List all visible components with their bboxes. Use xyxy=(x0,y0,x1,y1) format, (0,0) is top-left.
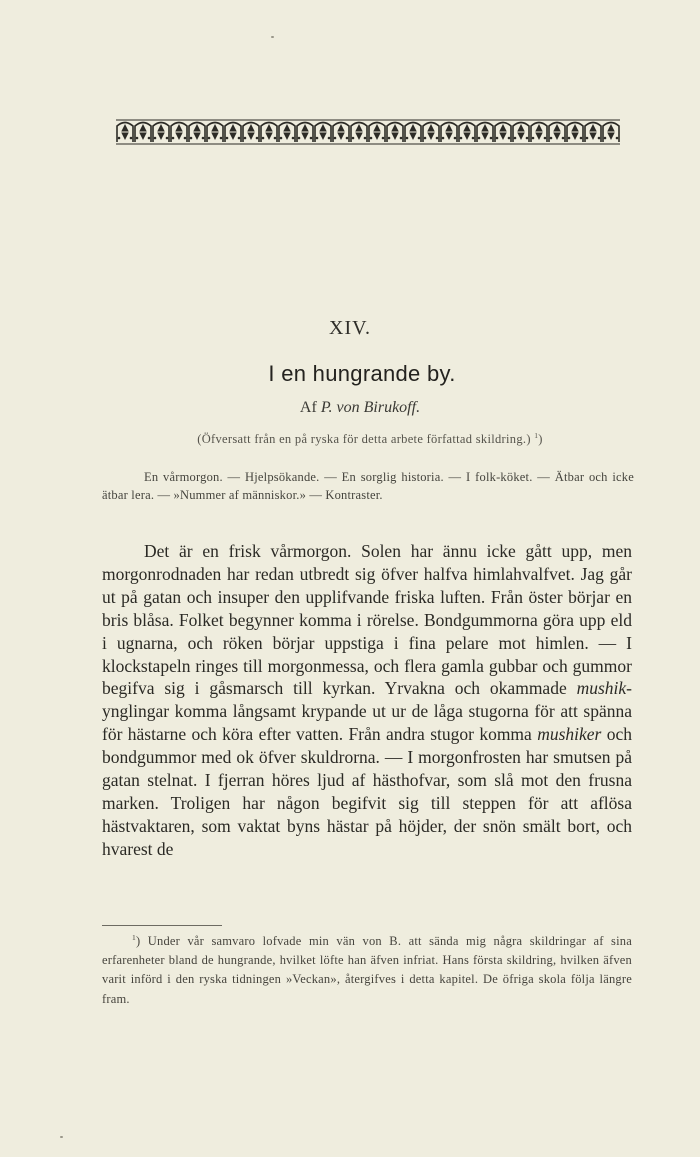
ornament-dot xyxy=(244,137,247,140)
ornament-dot xyxy=(256,137,259,140)
ornament-dot xyxy=(544,137,547,140)
ornament-dot xyxy=(238,137,241,140)
ornament-dot xyxy=(274,137,277,140)
ornament-dot xyxy=(472,137,475,140)
ornament-dot xyxy=(328,137,331,140)
ornament-dot xyxy=(436,137,439,140)
author-name: P. von Birukoff. xyxy=(320,399,421,416)
ornament-dot xyxy=(604,137,607,140)
ornament-dot xyxy=(208,137,211,140)
ornament-dot xyxy=(184,137,187,140)
ornament-dot xyxy=(508,137,511,140)
chapter-title: I en hungrande by. xyxy=(268,361,456,386)
chapter-number: XIV. xyxy=(329,317,371,339)
ornament-dot xyxy=(280,137,283,140)
footnote-reference-close: ) xyxy=(538,432,543,446)
ornament-band xyxy=(116,118,620,146)
ornament-dot xyxy=(382,137,385,140)
ornament-dot xyxy=(586,137,589,140)
translator-note xyxy=(110,432,630,447)
paper-speck-top xyxy=(271,36,274,38)
ornament-dot xyxy=(532,137,535,140)
body-text-part1: Det är en frisk vårmorgon. Solen har ännu icke gått upp, men morgonrodnaden har redan utbredt sig öfver halfva himlahvalfvet. Jag går ut på gatan och insuper den upplifvande friska luften. Från öster börjar en bris blåsa. Folket begynner komma i rörelse. Bondgummorna göra upp eld i ugnarna, och röken börjar uppstiga i fina pelare mot himlen. — I klockstapeln ringes till morgonmessa, och flera gamla gubbar och gummor begifva sig i gåsmarsch till kyrkan. Yrvakna och okammade xyxy=(102,541,632,699)
ornament-dot xyxy=(442,137,445,140)
ornament-dot xyxy=(334,137,337,140)
author-prefix: Af xyxy=(299,399,317,416)
ornament-dot xyxy=(370,137,373,140)
ornament-dot xyxy=(202,137,205,140)
ornament-dot xyxy=(424,137,427,140)
paper-speck-bottom xyxy=(60,1136,63,1138)
ornament-dot xyxy=(148,137,151,140)
footnote xyxy=(102,932,632,1009)
term-mushiker: mushiker xyxy=(537,724,602,745)
footnote-reference[interactable]: 1 xyxy=(534,430,539,440)
ornament-dot xyxy=(352,137,355,140)
ornament-dot xyxy=(406,137,409,140)
ornament-dot xyxy=(220,137,223,140)
translator-note-text: (Öfversatt från en på ryska för detta arbete författad skildring.) xyxy=(197,432,531,446)
footnote-divider xyxy=(102,925,222,926)
ornament-dot xyxy=(364,137,367,140)
ornament-dot xyxy=(172,137,175,140)
body-paragraph xyxy=(102,540,632,861)
footnote-text: Under vår samvaro lofvade min vän von B. att sända mig några skildringar af sina erfarenheter bland de hungrande, hvilket löfte han äfven infriat. Hans första skildring, hvilken äfven varit införd i den ryska tidningen »Veckan», återgifves i detta kapitel. De öfriga skola följa längre fram. xyxy=(102,934,632,1006)
ornament-dot xyxy=(292,137,295,140)
body-text-part2: -ynglingar komma långsamt krypande ut ur de låga stugorna för att spänna för hästarne och köra efter vatten. Från andra stugor komma xyxy=(102,678,632,745)
term-mushik: mushik xyxy=(576,678,627,699)
ornament-dot xyxy=(580,137,583,140)
ornament-dot xyxy=(616,137,619,140)
ornament-dot xyxy=(400,137,403,140)
decorative-header-border xyxy=(116,118,620,146)
ornament-dot xyxy=(136,137,139,140)
ornament-dot xyxy=(154,137,157,140)
ornament-dot xyxy=(190,137,193,140)
ornament-dot xyxy=(262,137,265,140)
ornament-dot xyxy=(226,137,229,140)
ornament-dot xyxy=(118,137,121,140)
chapter-synopsis: En vårmorgon. — Hjelpsökande. — En sorglig historia. — I folk-köket. — Ätbar och icke ätbar lera. — »Nummer af människor.» — Kontraster. xyxy=(102,470,634,502)
ornament-dot xyxy=(316,137,319,140)
ornament-dot xyxy=(388,137,391,140)
author-line xyxy=(0,399,700,417)
ornament-dot xyxy=(568,137,571,140)
ornament-dot xyxy=(526,137,529,140)
ornament-dot xyxy=(418,137,421,140)
ornament-dot xyxy=(166,137,169,140)
ornament-dot xyxy=(490,137,493,140)
ornament-dot xyxy=(460,137,463,140)
ornament-dot xyxy=(310,137,313,140)
ornament-dot xyxy=(130,137,133,140)
ornament-dot xyxy=(550,137,553,140)
ornament-dot xyxy=(298,137,301,140)
ornament-dot xyxy=(496,137,499,140)
footnote-marker-close: ) xyxy=(135,934,141,948)
ornament-dot xyxy=(562,137,565,140)
ornament-dot xyxy=(478,137,481,140)
ornament-dot xyxy=(514,137,517,140)
ornament-dot xyxy=(454,137,457,140)
body-text-part3: och bondgummor med ok öfver skuldrorna. — I morgonfrosten har smutsen på gatan stelnat. I fjerran höres ljud af hästhofvar, som slå mot den frusna marken. Troligen har någon begifvit sig till steppen för att aflösa hästvaktaren, som vaktat byns hästar på höjder, der snön smält bort, och hvarest de xyxy=(102,724,632,859)
ornament-dot xyxy=(346,137,349,140)
ornament-dot xyxy=(598,137,601,140)
footnote-marker: 1 xyxy=(132,932,136,942)
